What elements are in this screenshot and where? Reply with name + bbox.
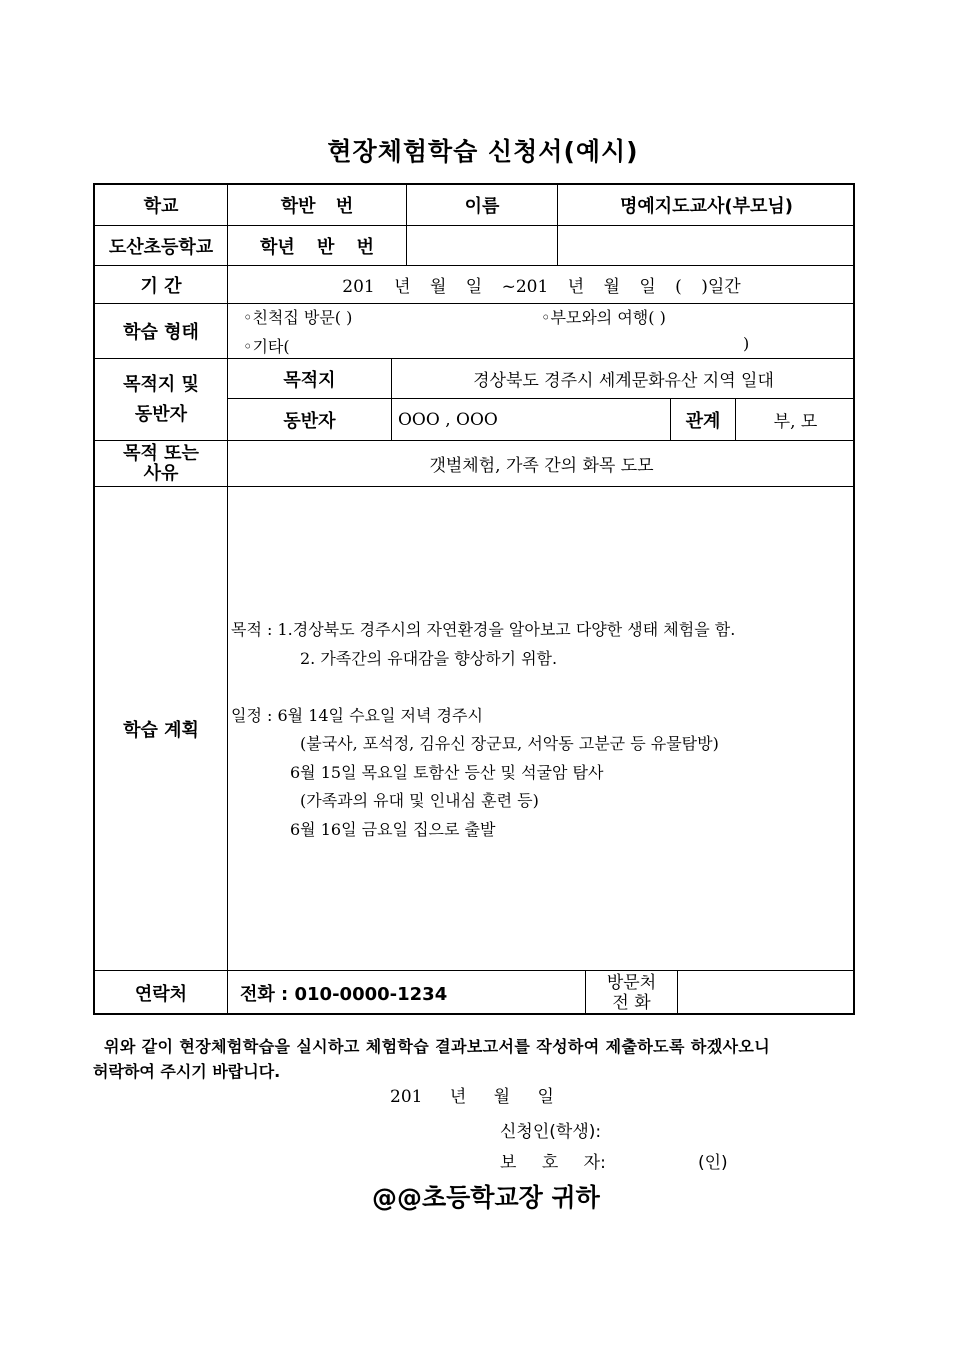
destination-value: 경상북도 경주시 세계문화유산 지역 일대 bbox=[473, 371, 774, 391]
applicant-signature: 신청인(학생): bbox=[500, 1122, 602, 1142]
application-date: 201 년 월 일 bbox=[390, 1087, 554, 1107]
visit-phone-field[interactable] bbox=[678, 971, 855, 1015]
plan-line: (불국사, 포석정, 김유신 장군묘, 서악동 고분군 등 유물탐방) bbox=[300, 734, 719, 753]
destination-label-line2: 동반자 bbox=[134, 403, 188, 425]
header-name: 이름 bbox=[464, 196, 500, 217]
application-form-table bbox=[93, 183, 855, 1015]
destination-label: 목적지 bbox=[283, 369, 336, 391]
plan-line: (가족과의 유대 및 인내심 훈련 등) bbox=[300, 791, 539, 810]
statement-line2: 허락하여 주시기 바랍니다. bbox=[93, 1062, 281, 1081]
purpose-label-line1: 목적 또는 bbox=[123, 442, 199, 464]
header-class-number: 학반 번 bbox=[280, 196, 354, 217]
header-signature: 명예지도교사(부모님) bbox=[620, 196, 793, 217]
plan-line: 2. 가족간의 유대감을 향상하기 위함. bbox=[300, 649, 558, 668]
purpose-label-line2: 사유 bbox=[143, 462, 179, 484]
seal-mark: (인) bbox=[698, 1153, 728, 1173]
plan-line: 6월 15일 목요일 토함산 등산 및 석굴암 탐사 bbox=[290, 763, 604, 782]
option-other-close: ) bbox=[743, 334, 750, 353]
option-relative-visit: ◦친척집 방문( ) bbox=[243, 308, 353, 327]
period-value: 201 년 월 일 ~201 년 월 일 ( )일간 bbox=[342, 277, 741, 297]
student-name-field[interactable] bbox=[407, 226, 557, 265]
destination-label-line1: 목적지 및 bbox=[123, 373, 199, 395]
plan-line: 목적 : 1.경상북도 경주시의 자연환경을 알아보고 다양한 생태 체험을 함. bbox=[231, 620, 736, 639]
option-other: ◦기타( bbox=[243, 337, 290, 356]
statement-line1: 위와 같이 현장체험학습을 실시하고 체험학습 결과보고서를 작성하여 제출하도록 하겠사오니 bbox=[104, 1037, 771, 1056]
page-title: 현장체험학습 신청서(예시) bbox=[327, 137, 639, 166]
contact-phone: 전화 : 010-0000-1234 bbox=[240, 984, 448, 1005]
school-name: 도산초등학교 bbox=[108, 236, 214, 258]
companion-label: 동반자 bbox=[283, 410, 336, 432]
purpose-value: 갯벌체험, 가족 간의 화목 도모 bbox=[429, 456, 654, 476]
visit-phone-label bbox=[586, 971, 677, 1015]
option-family-trip: ◦부모와의 여행( ) bbox=[541, 308, 666, 327]
purpose-label bbox=[95, 441, 227, 486]
plan-line: 일정 : 6월 14일 수요일 저녁 경주시 bbox=[231, 706, 483, 725]
companion-value: OOO , OOO bbox=[398, 409, 498, 430]
grade-class-number: 학년 반 번 bbox=[259, 236, 375, 258]
recipient: @@초등학교장 귀하 bbox=[372, 1183, 600, 1212]
study-type-label: 학습 형태 bbox=[123, 322, 199, 343]
visit-label-line1: 방문처 bbox=[606, 973, 657, 993]
period-label: 기 간 bbox=[140, 275, 182, 297]
plan-line: 6월 16일 금요일 집으로 출발 bbox=[290, 820, 496, 839]
destination-companion-label bbox=[95, 359, 227, 440]
header-school: 학교 bbox=[143, 196, 179, 217]
contact-label: 연락처 bbox=[134, 984, 188, 1005]
plan-label: 학습 계획 bbox=[123, 719, 199, 741]
guardian-signature: 보 호 자: bbox=[500, 1153, 606, 1173]
visit-label-line2: 전 화 bbox=[612, 993, 651, 1013]
signature-field[interactable] bbox=[558, 226, 855, 265]
relation-label: 관계 bbox=[685, 410, 721, 432]
relation-value: 부, 모 bbox=[773, 412, 818, 432]
